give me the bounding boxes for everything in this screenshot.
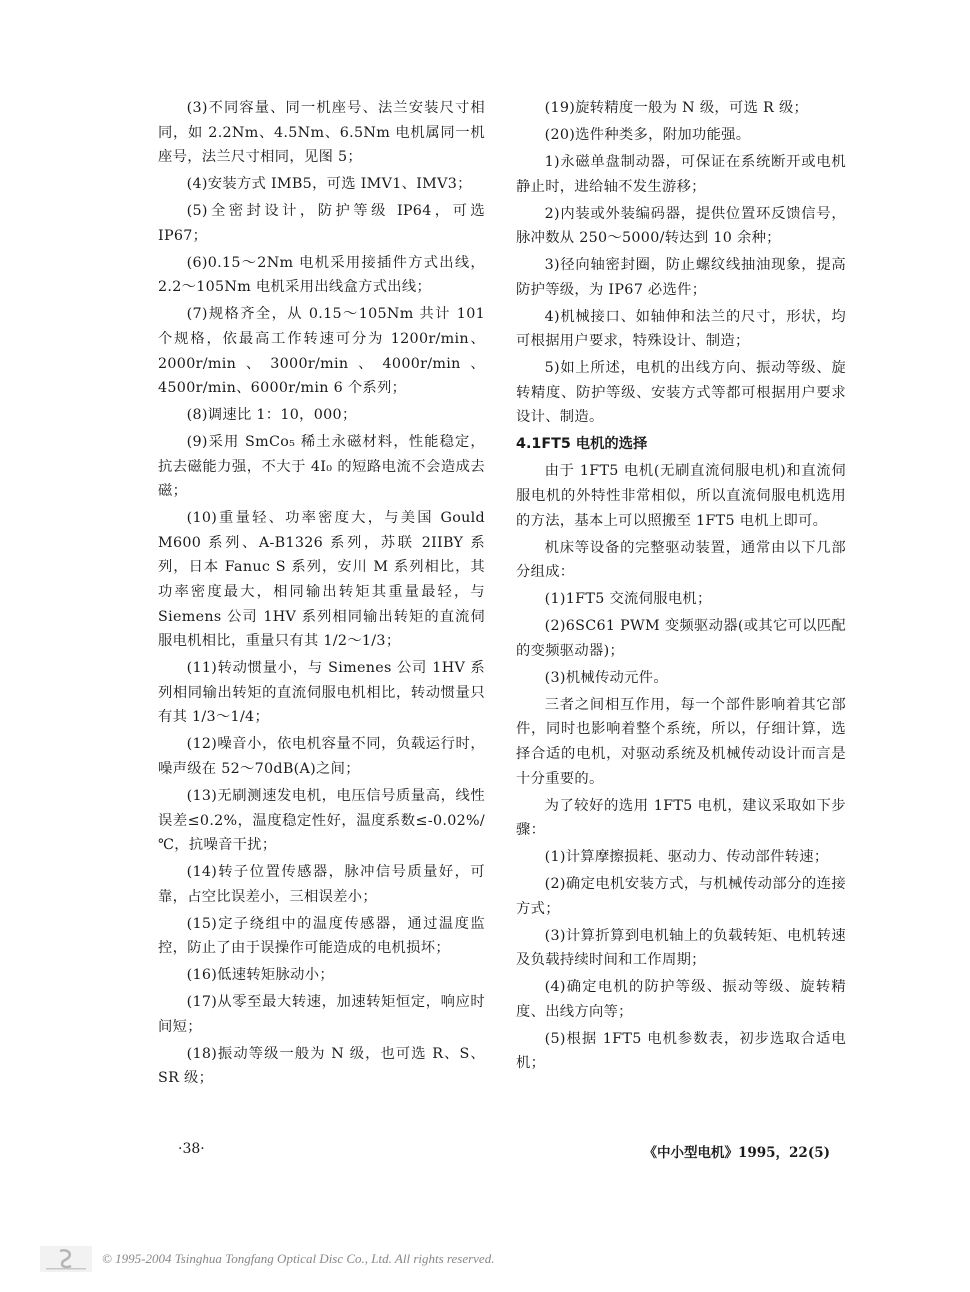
right-paragraph: (3)计算折算到电机轴上的负载转矩、电机转速及负载持续时间和工作周期； bbox=[516, 927, 846, 969]
right-paragraph: (4)确定电机的防护等级、振动等级、旋转精度、出线方向等； bbox=[516, 979, 846, 1020]
left-paragraph: (9)采用 SmCo₅ 稀土永磁材料，性能稳定，抗去磁能力强，不大于 4I₀ 的短路电流不会造成去磁； bbox=[158, 434, 485, 500]
left-paragraph: (13)无刷测速发电机，电压信号质量高，线性误差≤0.2%，温度稳定性好，温度系数≤-0.02%/℃，抗噪音干扰； bbox=[158, 787, 485, 854]
right-paragraph: 3)径向轴密封圈，防止螺纹线抽油现象，提高防护等级，为 IP67 必选件； bbox=[516, 257, 846, 298]
left-column bbox=[158, 96, 485, 1093]
right-paragraph: (2)6SC61 PWM 变频驱动器(或其它可以匹配的变频驱动器)； bbox=[516, 618, 846, 659]
right-paragraph: 为了较好的选用 1FT5 电机，建议采取如下步骤： bbox=[516, 797, 846, 839]
left-paragraph: (7)规格齐全，从 0.15～105Nm 共计 101 个规格，依最高工作转速可分为 1200r/min、2000r/min、3000r/min、4000r/min、4500r/min、6000r/min 6 个系列； bbox=[158, 306, 485, 397]
left-paragraph: (11)转动惯量小，与 Simenes 公司 1HV 系列相同输出转矩的直流伺服电机相比，转动惯量只有其 1/3～1/4； bbox=[158, 660, 485, 726]
right-paragraph: 4)机械接口、如轴伸和法兰的尺寸，形状，均可根据用户要求，特殊设计、制造； bbox=[516, 308, 846, 350]
left-paragraph: (3)不同容量、同一机座号、法兰安装尺寸相同，如 2.2Nm、4.5Nm、6.5Nm 电机属同一机座号，法兰尺寸相同，见图 5； bbox=[158, 100, 485, 166]
left-paragraph: (10)重量轻、功率密度大，与美国 Gould M600 系列、A-B1326 系列，苏联 2IIBY 系列，日本 Fanuc S 系列，安川 M 系列相比，其功率密度最大，相同输出转矩其重量最轻，与 Siemens 公司 1HV 系列相同输出转矩的直流伺服电机相比，重量只有其 1/2～1/3； bbox=[158, 510, 485, 650]
left-paragraph: (8)调速比 1：10，000； bbox=[186, 407, 357, 424]
section-heading: 4.1FT5 电机的选择 bbox=[516, 436, 648, 453]
left-paragraph: (12)噪音小，依电机容量不同，负载运行时，噪声级在 52～70dB(A)之间； bbox=[158, 736, 485, 777]
right-paragraph: 2)内装或外装编码器，提供位置环反馈信号，脉冲数从 250～5000/转达到 10 余种； bbox=[516, 205, 846, 247]
cnki-logo-icon bbox=[40, 1246, 92, 1272]
left-paragraph: (14)转子位置传感器，脉冲信号质量好，可靠，占空比误差小，三相误差小； bbox=[158, 864, 485, 905]
left-paragraph: (6)0.15～2Nm 电机采用接插件方式出线，2.2～105Nm 电机采用出线盒方式出线； bbox=[158, 254, 485, 296]
right-paragraph: (2)确定电机安装方式，与机械传动部分的连接方式； bbox=[516, 876, 846, 917]
right-paragraph: (1)计算摩擦损耗、驱动力、传动部件转速； bbox=[544, 849, 829, 866]
journal-reference: 《中小型电机》1995，22(5) bbox=[643, 1145, 830, 1161]
left-paragraph: (18)振动等级一般为 N 级，也可选 R、S、SR 级； bbox=[158, 1045, 485, 1087]
right-paragraph: (3)机械传动元件。 bbox=[544, 669, 668, 686]
right-paragraph: 1)永磁单盘制动器，可保证在系统断开或电机静止时，进给轴不发生游移； bbox=[516, 153, 846, 195]
right-paragraph: (1)1FT5 交流伺服电机； bbox=[544, 591, 712, 608]
copyright-text: © 1995-2004 Tsinghua Tongfang Optical Disc Co., Ltd. All rights reserved. bbox=[102, 1251, 495, 1266]
left-paragraph: (17)从零至最大转速，加速转矩恒定，响应时间短； bbox=[158, 994, 485, 1035]
left-paragraph: (16)低速转矩脉动小； bbox=[186, 967, 334, 984]
right-paragraph: 机床等设备的完整驱动装置，通常由以下几部分组成： bbox=[516, 539, 846, 581]
page-number: ·38· bbox=[178, 1141, 205, 1157]
right-paragraph: (5)根据 1FT5 电机参数表，初步选取合适电机； bbox=[516, 1030, 846, 1072]
copyright-footer bbox=[40, 1246, 740, 1272]
right-paragraph: 三者之间相互作用，每一个部件影响着其它部件，同时也影响着整个系统，所以，仔细计算，选择合适的电机，对驱动系统及机械传动设计而言是十分重要的。 bbox=[516, 696, 846, 787]
right-paragraph: 5)如上所述，电机的出线方向、振动等级、旋转精度、防护等级、安装方式等都可根据用户要求设计、制造。 bbox=[516, 360, 846, 426]
right-column bbox=[516, 96, 846, 1078]
left-paragraph: (15)定子绕组中的温度传感器，通过温度监控，防止了由于误操作可能造成的电机损坏； bbox=[158, 915, 485, 957]
right-paragraph: (19)旋转精度一般为 N 级，可选 R 级； bbox=[544, 100, 809, 116]
right-paragraph: (20)选件种类多，附加功能强。 bbox=[544, 126, 751, 143]
left-paragraph: (5)全密封设计，防护等级 IP64，可选 IP67； bbox=[158, 203, 485, 244]
right-column-lower bbox=[516, 459, 846, 1076]
right-paragraph: 由于 1FT5 电机(无刷直流伺服电机)和直流伺服电机的外特性非常相似，所以直流伺服电机选用的方法，基本上可以照搬至 1FT5 电机上即可。 bbox=[516, 463, 846, 529]
right-column-upper bbox=[516, 96, 846, 430]
left-paragraph: (4)安装方式 IMB5，可选 IMV1、IMV3； bbox=[186, 176, 472, 193]
